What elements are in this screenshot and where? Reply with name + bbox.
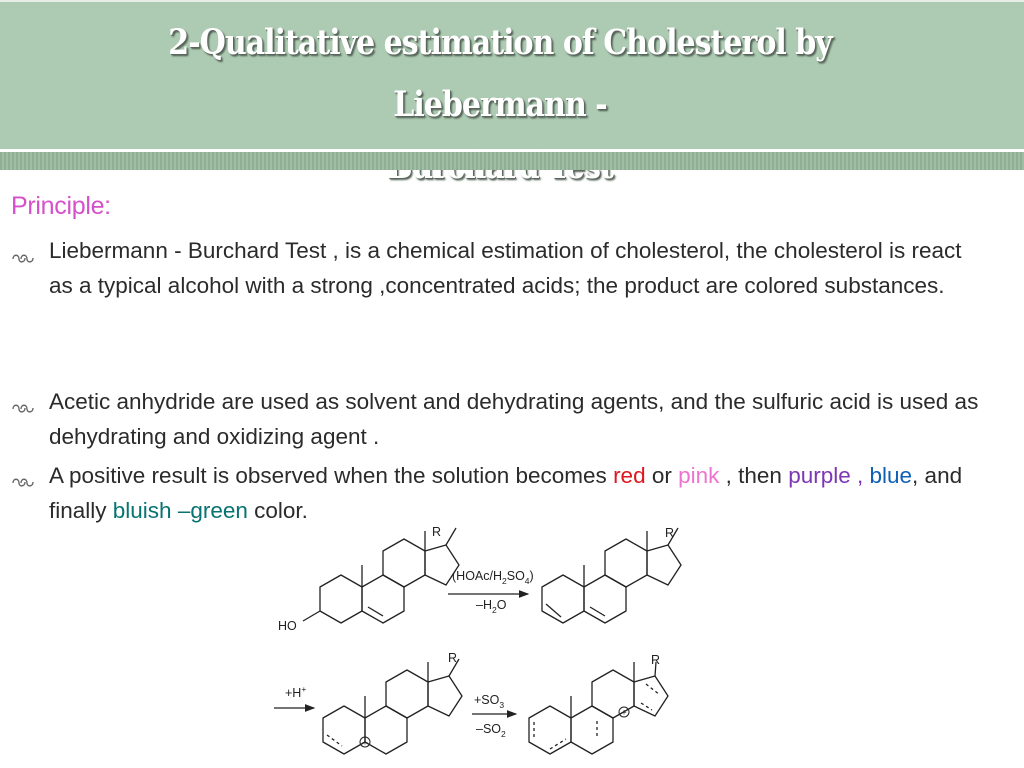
byproduct-label-3 — [476, 722, 506, 739]
sulfonated-product-structure — [529, 662, 668, 754]
reagent-text: (HOAc/H — [452, 569, 502, 583]
text-segment: A positive result is observed when the solution becomes — [49, 463, 614, 488]
subscript: 4 — [524, 576, 530, 586]
charge-symbol: + — [362, 737, 368, 748]
reagent-text: SO — [506, 569, 525, 583]
r-group-label: R — [651, 653, 661, 667]
diene-structure — [542, 528, 681, 623]
reagent-label-1 — [452, 569, 534, 586]
r-group-label: R — [448, 651, 458, 665]
cholesterol-structure — [303, 528, 459, 623]
proton-text: +H — [285, 686, 302, 700]
byproduct-text: –H — [476, 598, 492, 612]
r-group-label: R — [432, 525, 442, 539]
text-segment: , and finally — [49, 463, 963, 523]
cation-structure — [323, 659, 462, 754]
subscript: 2 — [502, 576, 507, 586]
reagent-label-3 — [474, 693, 504, 710]
byproduct-label-1 — [476, 598, 507, 615]
text-segment: or — [645, 463, 679, 488]
reagent-text: +SO — [474, 693, 500, 707]
byproduct-text: –SO — [476, 722, 502, 736]
charge-symbol: + — [621, 707, 627, 718]
color-word-red: red — [613, 463, 646, 488]
cation-charge — [360, 737, 370, 748]
byproduct-text: O — [496, 598, 507, 612]
proton-label — [285, 684, 306, 700]
subscript: 3 — [499, 700, 505, 710]
principle-heading: Principle: — [11, 192, 111, 220]
color-word-pink: pink — [678, 463, 720, 488]
subscript: 2 — [491, 605, 497, 615]
subscript: 2 — [501, 729, 506, 739]
text-segment: , then — [719, 463, 789, 488]
bullet-text-1: Liebermann - Burchard Test , is a chemical estimation of cholesterol, the cholesterol is react as a typical alcohol with a strong ,concentrated acids; the product are colored substances. — [49, 238, 962, 298]
r-group-label: R — [665, 526, 675, 540]
color-word-blue: blue — [869, 463, 913, 488]
superscript: + — [301, 684, 307, 694]
hydroxyl-label: HO — [278, 619, 297, 633]
bullet-text-2: Acetic anhydride are used as solvent and dehydrating agents, and the sulfuric acid is used as dehydrating and oxidizing agent . — [49, 389, 979, 449]
reagent-text: ) — [529, 569, 534, 583]
color-word-purple: purple , — [788, 463, 870, 488]
text-segment: color. — [247, 497, 308, 523]
color-word-bluish-green: bluish –green — [112, 497, 248, 523]
title-line-1: 2-Qualitative estimation of Cholesterol by Liebermann - — [168, 22, 832, 125]
cation-charge — [619, 707, 629, 718]
